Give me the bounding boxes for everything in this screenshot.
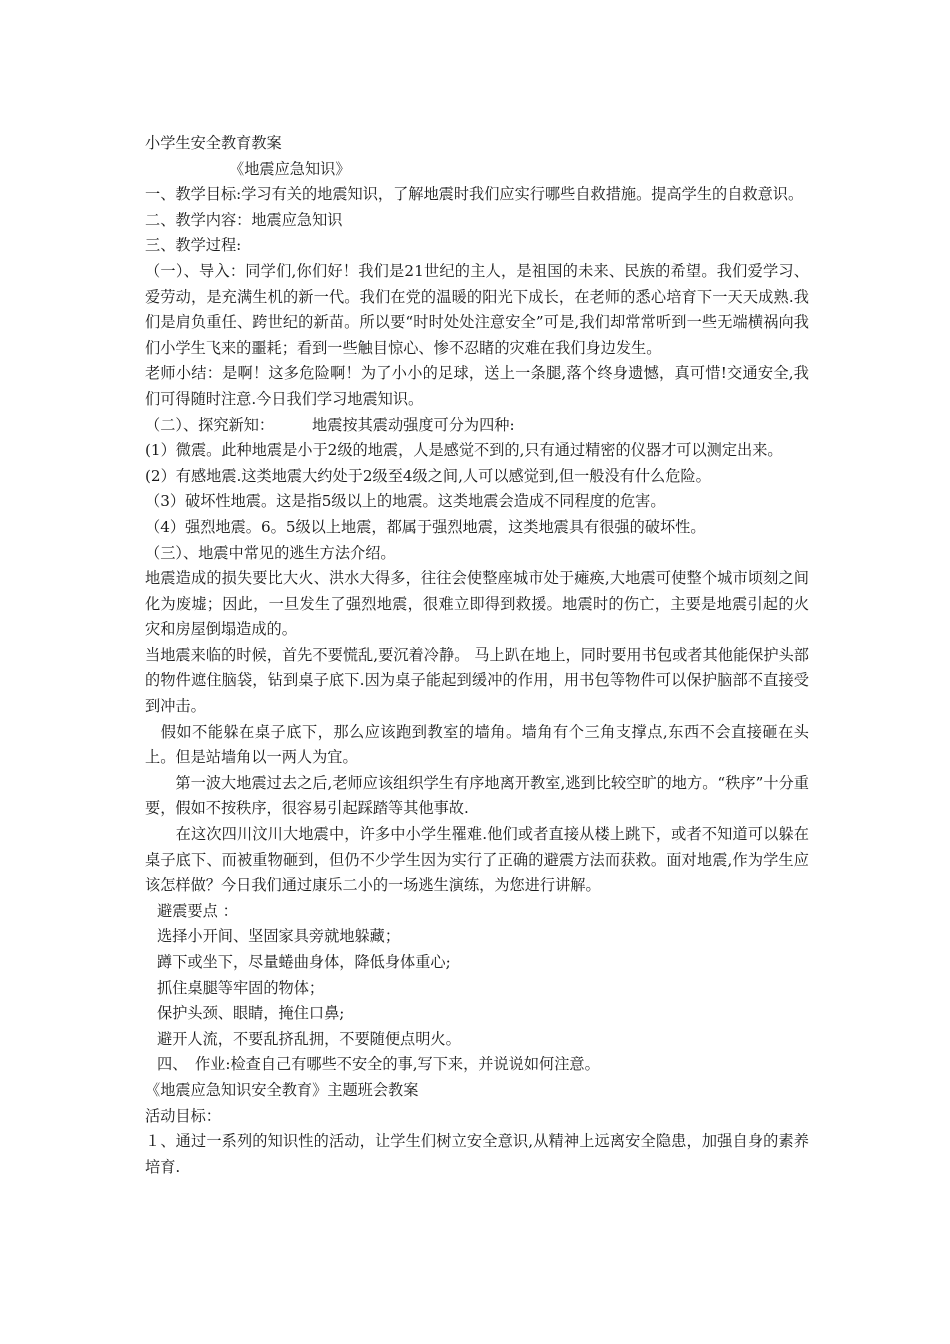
explore-heading: （二）、探究新知： 地震按其震动强度可分为四种: [145, 415, 515, 434]
key-point-item: 蹲下或坐下，尽量蜷曲身体，降低身体重心; [157, 953, 451, 971]
damage-paragraph: 地震造成的损失要比大火、洪水大得多，往往会使整座城市处于瘫痪,大地震可使整个城市顷刻之间化为废墟；因此，一旦发生了强烈地震，很难立即得到救援。地震时的伤亡，主要是地震引起的火灾和房屋倒塌造成的。 [145, 569, 809, 639]
quake-type-1: (1）微震。此种地震是小于2级的地震，人是感觉不到的,只有通过精密的仪器才可以测定出来。 [145, 441, 783, 460]
doc-subtitle: 《地震应急知识》 [229, 159, 351, 178]
key-point-item: 保护头颈、眼睛，掩住口鼻; [157, 1004, 345, 1023]
quake-type-3: （3）破坏性地震。这是指5级以上的地震。这类地震会造成不同程度的危害。 [145, 492, 666, 511]
key-point-item: 抓住桌腿等牢固的物体； [157, 978, 325, 997]
key-point-item: 避开人流，不要乱挤乱拥，不要随便点明火。 [157, 1029, 461, 1048]
quake-type-2: (2）有感地震.这类地震大约处于2级至4级之间,人可以感觉到,但一般没有什么危险。 [145, 466, 711, 485]
process-heading: 三、教学过程: [145, 236, 242, 255]
document-body [145, 131, 809, 1180]
homework: 四、 作业:检查自己有哪些不安全的事,写下来，并说说如何注意。 [157, 1055, 600, 1074]
escape-heading: （三）、地震中常见的逃生方法介绍。 [145, 543, 396, 562]
corner-paragraph: 假如不能躲在桌子底下，那么应该跑到教室的墙角。墙角有个三角支撑点,东西不会直接砸在头上。但是站墙角以一两人为宜。 [145, 722, 809, 767]
teaching-objective: 一、教学目标:学习有关的地震知识，了解地震时我们应实行哪些自救措施。提高学生的自救意识。 [145, 185, 804, 204]
quake-type-4: （4）强烈地震。6。5级以上地震，都属于强烈地震，这类地震具有很强的破坏性。 [145, 517, 706, 536]
key-points-heading: 避震要点 ： [157, 901, 238, 920]
order-paragraph: 第一波大地震过去之后,老师应该组织学生有序地离开教室,逃到比较空旷的地方。“秩序”十分重要，假如不按秩序，很容易引起踩踏等其他事故. [145, 773, 809, 818]
activity-goal-1: １、通过一系列的知识性的活动，让学生们树立安全意识,从精神上远离安全隐患，加强自身的素养培育. [145, 1132, 809, 1176]
key-point-item: 选择小开间、坚固家具旁就地躲藏； [157, 927, 400, 946]
coming-paragraph: 当地震来临的时候，首先不要慌乱,要沉着冷静。 马上趴在地上，同时要用书包或者其他能保护头部的物件遮住脑袋，钻到桌子底下.因为桌子能起到缓冲的作用，用书包等物件可以保护脑部不直接受到冲击。 [145, 645, 809, 716]
class-meeting-title: 《地震应急知识安全教育》主题班会教案 [145, 1080, 419, 1099]
sichuan-paragraph: 在这次四川汶川大地震中，许多中小学生罹难.他们或者直接从楼上跳下，或者不知道可以躲在桌子底下、而被重物砸到，但仍不少学生因为实行了正确的避震方法而获救。面对地震,作为学生应该怎样做？今日我们通过康乐二小的一场逃生演练，为您进行讲解。 [145, 825, 809, 895]
teacher-summary: 老师小结：是啊！这多危险啊！为了小小的足球，送上一条腿,落个终身遗憾，真可惜!交通安全,我们可得随时注意.今日我们学习地震知识。 [145, 364, 809, 408]
activity-heading: 活动目标： [145, 1106, 221, 1125]
doc-title: 小学生安全教育教案 [145, 134, 282, 152]
intro-paragraph: （一）、导入：同学们,你们好！我们是21世纪的主人，是祖国的未来、民族的希望。我们爱学习、爱劳动，是充满生机的新一代。我们在党的温暖的阳光下成长，在老师的悉心培育下一天天成熟.我们是肩负重任、跨世纪的新苗。所以要“时时处处注意安全”可是,我们却常常听到一些无端横祸向我们小学生飞来的噩耗；看到一些触目惊心、惨不忍睹的灾难在我们身边发生。 [145, 261, 809, 357]
teaching-content: 二、教学内容：地震应急知识 [145, 210, 343, 229]
